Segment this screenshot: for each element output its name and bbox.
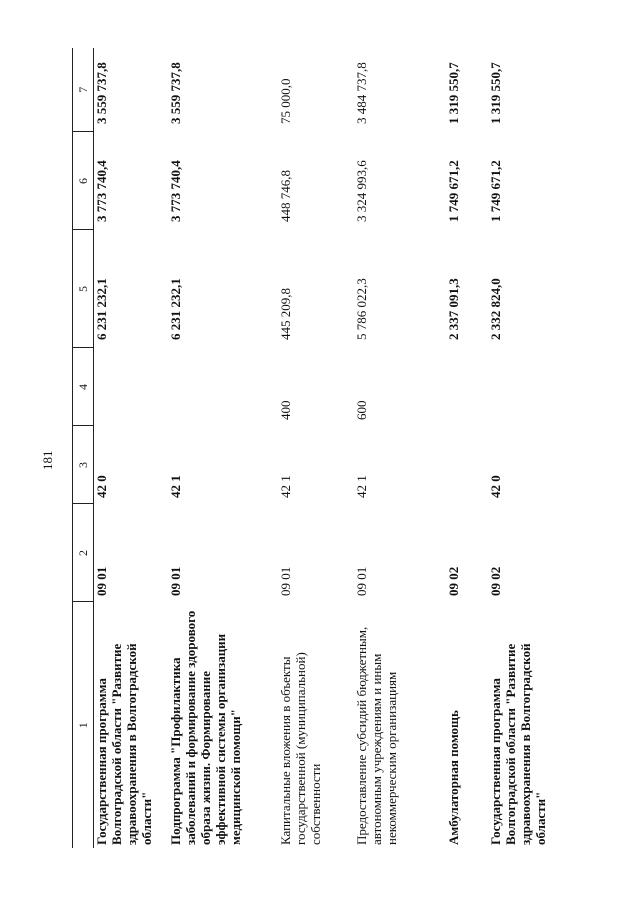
amount-col6: 3 773 740,4: [94, 160, 109, 222]
expense-type-code: 400: [278, 400, 293, 420]
amount-col6: 3 324 993,6: [354, 160, 369, 222]
table-row: [94, 48, 169, 848]
section-code: 09 02: [446, 566, 461, 596]
amount-col7: 3 559 737,8: [168, 62, 183, 124]
row-name: Капитальные вложения в объекты государственной (муниципальной) собственности: [278, 652, 323, 845]
row-name: Государственная программа Волгоградской области "Развитие здравоохранения в Волгоградской области": [488, 643, 548, 845]
column-header-3: 3: [73, 426, 94, 504]
amount-col7: 1 319 550,7: [488, 62, 503, 124]
table-row: [168, 48, 278, 848]
rotated-table-container: [72, 48, 602, 848]
row-name: Подпрограмма "Профилактика заболеваний и формирование здорового образа жизни. Формирование эффективной системы организации медицинской помощи": [168, 610, 243, 845]
amount-col7: 75 000,0: [278, 78, 293, 124]
expense-type-code: [488, 348, 558, 426]
amount-col5: 445 209,8: [278, 288, 293, 340]
row-name: Государственная программа Волгоградской области "Развитие здравоохранения в Волгоградской области": [94, 643, 154, 845]
amount-col5: 6 231 232,1: [94, 278, 109, 340]
amount-col5: 2 332 824,0: [488, 278, 503, 340]
amount-col5: 6 231 232,1: [168, 278, 183, 340]
page-number: 181: [40, 450, 55, 470]
row-name: Амбулаторная помощь: [446, 710, 461, 845]
table-row: [488, 48, 558, 848]
table-row: [278, 48, 354, 848]
amount-col6: 3 773 740,4: [168, 160, 183, 222]
section-code: 09 01: [278, 566, 293, 596]
amount-col7: 1 319 550,7: [446, 62, 461, 124]
row-name: Предоставление субсидий бюджетным, автономным учреждениям и иным некоммерческим организациям: [354, 626, 399, 845]
section-code: 09 01: [354, 566, 369, 596]
amount-col6: 448 746,8: [278, 170, 293, 222]
amount-col7: 3 559 737,8: [94, 62, 109, 124]
column-header-5: 5: [73, 230, 94, 348]
header-row: [73, 48, 94, 848]
column-header-1: 1: [73, 602, 94, 848]
amount-col6: 1 749 671,2: [446, 160, 461, 222]
expense-type-code: [94, 348, 169, 426]
section-code: 09 02: [488, 566, 503, 596]
amount-col7: 3 484 737,8: [354, 62, 369, 124]
expense-type-code: [168, 348, 278, 426]
amount-col5: 5 786 022,3: [354, 278, 369, 340]
table-row: [354, 48, 446, 848]
section-code: 09 01: [168, 566, 183, 596]
table-row: [446, 48, 488, 848]
amount-col5: 2 337 091,3: [446, 278, 461, 340]
column-header-2: 2: [73, 504, 94, 602]
expense-type-code: 600: [354, 400, 369, 420]
budget-table: [72, 48, 558, 848]
column-header-4: 4: [73, 348, 94, 426]
target-code: 42 1: [354, 475, 369, 498]
target-code: 42 0: [488, 475, 503, 498]
column-header-7: 7: [73, 48, 94, 132]
table-header: [73, 48, 94, 848]
target-code: 42 0: [94, 475, 109, 498]
section-code: 09 01: [94, 566, 109, 596]
column-header-6: 6: [73, 132, 94, 230]
target-code: 42 1: [278, 475, 293, 498]
target-code: 42 1: [168, 475, 183, 498]
target-code: [446, 426, 488, 504]
expense-type-code: [446, 348, 488, 426]
table-body: [94, 48, 559, 848]
amount-col6: 1 749 671,2: [488, 160, 503, 222]
